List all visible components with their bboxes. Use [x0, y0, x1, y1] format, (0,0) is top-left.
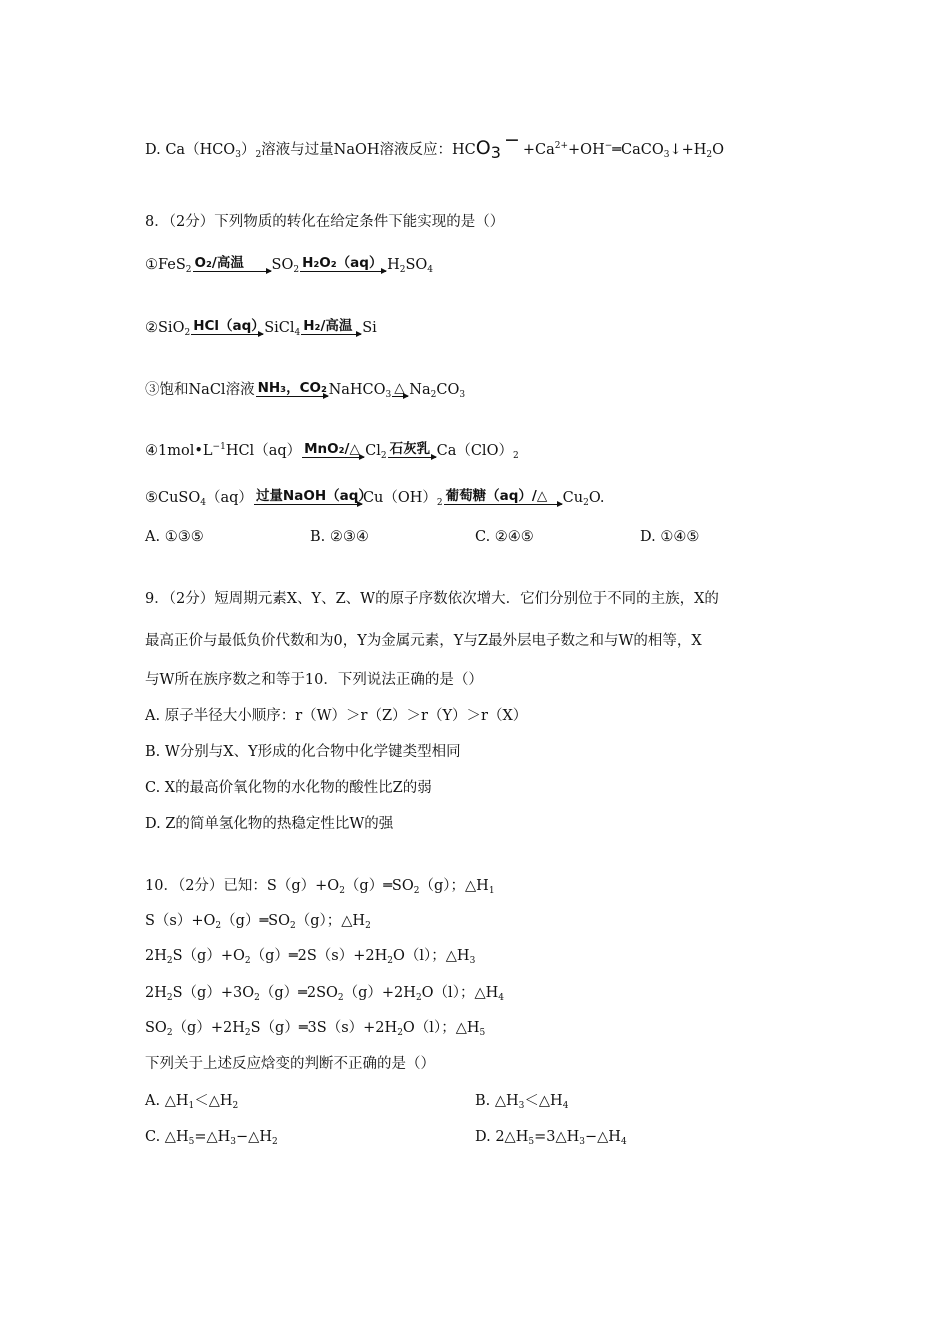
q9-option-a: A. 原子半径大小顺序：r（W）＞r（Z）＞r（Y）＞r（X）	[145, 708, 528, 724]
r-sub: 2	[413, 886, 420, 896]
item-sup: −1	[212, 442, 226, 452]
arrow-condition: △	[394, 380, 405, 396]
r-text: （g）+2H	[172, 1020, 245, 1036]
arrow-condition: O₂/高温	[194, 255, 244, 271]
r-text: S（g）+3O	[172, 985, 255, 1001]
item-sub: 2	[184, 328, 191, 338]
q9-option-d: D. Z的简单氢化物的热稳定性比W的强	[145, 816, 394, 832]
q7d-sub: 3	[663, 150, 670, 160]
item-text: Cu（OH）	[362, 490, 437, 506]
r-text: S（s）+O	[145, 913, 216, 929]
item-text: ④1mol•L	[145, 443, 213, 459]
r-text: O（l）；△H	[402, 1020, 480, 1036]
r-sub: 2	[415, 993, 422, 1003]
arrow-condition: H₂/高温	[303, 318, 353, 334]
q8-item-1	[145, 255, 433, 275]
opt-text: −△H	[236, 1129, 272, 1145]
arrow-condition: 葡萄糖（aq）/△	[445, 488, 548, 504]
opt-sub: 5	[528, 1137, 535, 1147]
q10-reaction-4	[145, 983, 504, 1003]
q10-reaction-5	[145, 1018, 485, 1038]
r-sub: 2	[339, 886, 345, 896]
q7d-sub: 2	[255, 150, 262, 160]
arrow-condition: 石灰乳	[389, 441, 431, 457]
q10-option-b	[475, 1091, 568, 1111]
item-sub: 3	[385, 390, 392, 400]
q8-option-b: B. ②③④	[310, 529, 369, 545]
item-text: ②SiO	[145, 320, 185, 336]
item-text: Cl	[365, 443, 381, 459]
item-sub: 2	[436, 498, 443, 508]
r-text: S（g）+O	[172, 948, 245, 964]
r-sub: 2	[215, 921, 222, 931]
reaction-arrow	[388, 441, 436, 461]
r-text: 2H	[145, 985, 167, 1001]
opt-sub: 5	[188, 1137, 195, 1147]
item-sub: 2	[185, 265, 192, 275]
r-sub: 1	[488, 886, 495, 896]
q7d-text: ═CaCO	[612, 142, 664, 158]
q10-option-a	[145, 1091, 238, 1111]
q10-reaction-2	[145, 911, 371, 931]
r-sub: 2	[254, 993, 260, 1003]
r-text: （g）；△H	[295, 913, 366, 929]
r-sub: 2	[387, 956, 393, 966]
item-sub: 2	[380, 451, 387, 461]
q8-item-5	[145, 488, 604, 508]
arrow-condition: MnO₂/△	[304, 441, 360, 457]
opt-sub: 1	[188, 1101, 195, 1111]
r-sub: 2	[290, 921, 296, 931]
reaction-arrow	[444, 488, 562, 508]
opt-text: ＜△H	[524, 1093, 563, 1109]
item-text: SO	[405, 257, 428, 273]
r-text: SO	[145, 1020, 167, 1036]
item-text: ①FeS	[145, 257, 186, 273]
item-text: SiCl	[264, 320, 295, 336]
q10-stem: 下列关于上述反应焓变的判断不正确的是（）	[145, 1056, 435, 1072]
r-text: O（l）；△H	[421, 985, 499, 1001]
opt-text: B. △H	[475, 1093, 519, 1109]
q7-option-d	[145, 129, 725, 162]
r-sub: 2	[166, 956, 173, 966]
item-sub: 2	[293, 265, 300, 275]
r-sub: 2	[244, 1028, 251, 1038]
opt-text: A. △H	[145, 1093, 189, 1109]
reaction-arrow	[302, 441, 364, 461]
q9-stem-line-3: 与W所在族序数之和等于10．下列说法正确的是（）	[145, 672, 483, 688]
q9-stem-line-1: 9．（2分）短周期元素X、Y、Z、W的原子序数依次增大．它们分别位于不同的主族，X的	[145, 591, 719, 607]
item-text: O.	[588, 490, 605, 506]
q7d-text: 溶液与过量NaOH溶液反应：HC	[261, 142, 476, 158]
r-text: （g）═SO	[221, 913, 290, 929]
q8-item-3	[145, 380, 465, 400]
r-sub: 2	[337, 993, 344, 1003]
r-sub: 5	[479, 1028, 486, 1038]
q8-item-4	[145, 441, 519, 461]
arrow-condition: NH₃，CO₂	[257, 380, 327, 396]
r-text: 2H	[145, 948, 167, 964]
item-text: Na	[409, 382, 431, 398]
item-text: ③饱和NaCl溶液	[145, 382, 255, 398]
r-sub: 2	[166, 1028, 173, 1038]
r-sub: 3	[469, 956, 476, 966]
opt-sub: 4	[562, 1101, 569, 1111]
item-text: Si	[362, 320, 377, 336]
r-text: （g）；△H	[419, 878, 489, 894]
reaction-arrow	[301, 318, 361, 338]
q7d-text: O	[712, 142, 725, 158]
q7d-text: +Ca	[522, 142, 555, 158]
reaction-arrow	[256, 380, 328, 400]
item-sub: 4	[200, 498, 206, 508]
item-sub: 2	[583, 498, 589, 508]
r-text: O（l）；△H	[392, 948, 470, 964]
q10-option-d	[475, 1127, 627, 1147]
opt-text: C. △H	[145, 1129, 189, 1145]
item-sub: 2	[512, 451, 519, 461]
item-sub: 2	[430, 390, 437, 400]
q7d-text: D. Ca（HCO	[145, 142, 236, 158]
q8-option-c: C. ②④⑤	[475, 529, 534, 545]
r-sub: 2	[244, 956, 251, 966]
reaction-arrow	[191, 318, 263, 338]
item-text: CO	[436, 382, 460, 398]
item-text: HCl（aq）	[225, 443, 302, 459]
q10-option-c	[145, 1127, 278, 1147]
q7d-sup: 2+	[554, 141, 569, 151]
q7d-big-o: O	[475, 137, 491, 159]
r-text: （g）═2S（s）+2H	[250, 948, 388, 964]
item-sub: 4	[294, 328, 301, 338]
item-text: ⑤CuSO	[145, 490, 201, 506]
opt-sub: 3	[579, 1137, 585, 1147]
opt-sub: 4	[620, 1137, 627, 1147]
q7d-big-3: 3	[490, 143, 501, 162]
q9-stem-line-2: 最高正价与最低负价代数和为0，Y为金属元素，Y与Z最外层电子数之和与W的相等，X	[145, 633, 702, 649]
reaction-arrow	[392, 380, 408, 400]
q8-option-d: D. ①④⑤	[640, 529, 700, 545]
arrow-condition: H₂O₂（aq）	[302, 255, 383, 271]
item-text: Cu	[562, 490, 584, 506]
item-text: （aq）	[206, 490, 253, 506]
opt-text: D. 2△H	[475, 1129, 529, 1145]
arrow-condition: 过量NaOH（aq）	[255, 488, 372, 504]
reaction-arrow	[193, 255, 271, 275]
r-text: （g）═2SO	[259, 985, 338, 1001]
r-sub: 2	[365, 921, 371, 931]
q7d-sub: 2	[706, 150, 713, 160]
arrow-condition: HCl（aq）	[193, 318, 265, 334]
q8-option-a: A. ①③⑤	[145, 529, 204, 545]
opt-sub: 2	[232, 1101, 239, 1111]
q7d-minus: −	[503, 129, 520, 151]
opt-sub: 2	[271, 1137, 278, 1147]
q10-reaction-1	[145, 876, 495, 896]
opt-text: =3△H	[534, 1129, 580, 1145]
q7d-text: ↓+H	[669, 142, 707, 158]
item-text: SO	[271, 257, 294, 273]
q7d-sup: −	[604, 141, 613, 151]
r-sub: 4	[498, 993, 504, 1003]
item-text: Ca（ClO）	[436, 443, 513, 459]
item-text: H	[387, 257, 400, 273]
q7d-text: ）	[240, 142, 256, 158]
r-text: （g）+2H	[343, 985, 416, 1001]
r-sub: 2	[166, 993, 173, 1003]
item-text: NaHCO	[328, 382, 386, 398]
q9-option-b: B. W分别与X、Y形成的化合物中化学键类型相同	[145, 744, 461, 760]
q8-item-2	[145, 318, 377, 338]
opt-sub: 3	[230, 1137, 237, 1147]
reaction-arrow	[300, 255, 386, 275]
item-sub: 3	[459, 390, 466, 400]
r-text: 10．（2分）已知：S（g）+O	[145, 878, 340, 894]
opt-sub: 3	[518, 1101, 525, 1111]
item-sub: 2	[399, 265, 406, 275]
item-sub: 4	[427, 265, 434, 275]
r-sub: 2	[397, 1028, 403, 1038]
opt-text: ＜△H	[194, 1093, 233, 1109]
q8-stem: 8．（2分）下列物质的转化在给定条件下能实现的是（）	[145, 214, 505, 230]
q7d-sub: 3	[235, 150, 241, 160]
reaction-arrow	[254, 488, 372, 508]
opt-text: =△H	[194, 1129, 231, 1145]
q7d-text: +OH	[568, 142, 605, 158]
opt-text: −△H	[585, 1129, 621, 1145]
q9-option-c: C. X的最高价氧化物的水化物的酸性比Z的弱	[145, 780, 432, 796]
q10-reaction-3	[145, 946, 475, 966]
r-text: （g）═SO	[344, 878, 414, 894]
r-text: S（g）═3S（s）+2H	[250, 1020, 398, 1036]
